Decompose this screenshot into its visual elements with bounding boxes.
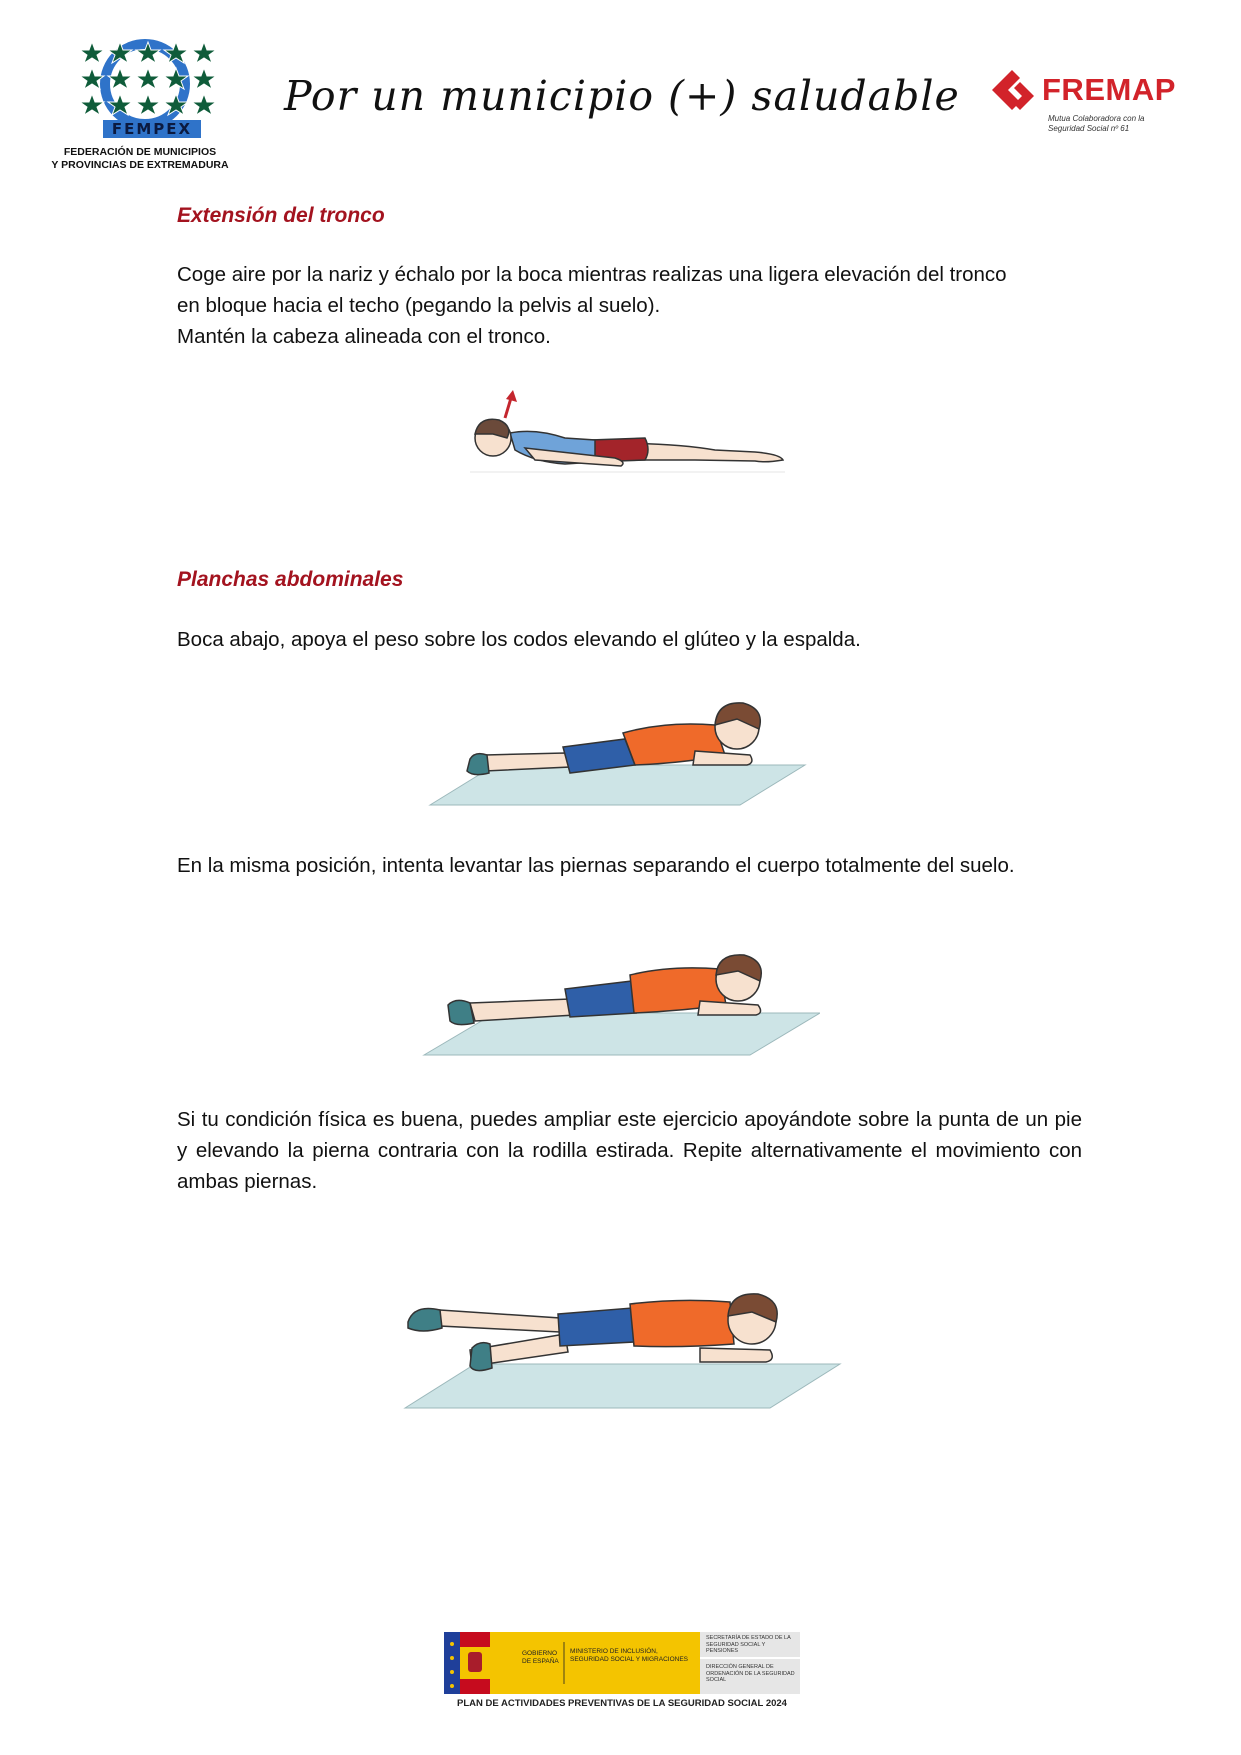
section-title-planchas: Planchas abdominales	[177, 568, 404, 591]
government-logo-bar	[444, 1632, 800, 1694]
paragraph-planchas-1: Boca abajo, apoya el peso sobre los codos elevando el glúteo y la espalda.	[177, 628, 861, 651]
paragraph-planchas-2: En la misma posición, intenta levantar las piernas separando el cuerpo totalmente del suelo.	[177, 854, 1015, 877]
paragraph-planchas-3: Si tu condición física es buena, puedes ampliar este ejercicio apoyándote sobre la punta de un pie y elevando la pierna contraria con la rodilla estirada. Repite alternativamente el movimiento con ambas piernas.	[177, 1108, 1082, 1193]
illustration-plank-full	[420, 945, 820, 1075]
fempex-federation-text	[40, 146, 240, 172]
section-title-extension: Extensión del tronco	[177, 204, 385, 227]
paragraph-line: en bloque hacia el techo (pegando la pelvis al suelo).	[177, 294, 661, 317]
paragraph-line: Mantén la cabeza alineada con el tronco.	[177, 325, 551, 348]
fempex-line2: Y PROVINCIAS DE EXTREMADURA	[51, 159, 229, 171]
gobierno-label: GOBIERNO DE ESPAÑA	[522, 1650, 559, 1665]
secretaria-label: SECRETARÍA DE ESTADO DE LA SEGURIDAD SOCIAL Y PENSIONES	[706, 1635, 791, 1654]
fremap-tagline: Mutua Colaboradora con la Seguridad Social nº 61	[1048, 114, 1145, 133]
fempex-acronym: FEMPEX	[111, 120, 193, 138]
ministerio-label: MINISTERIO DE INCLUSIÓN, SEGURIDAD SOCIAL Y MIGRACIONES	[570, 1648, 688, 1663]
coat-of-arms-icon	[468, 1652, 482, 1672]
paragraph-line: Coge aire por la nariz y échalo por la boca mientras realizas una ligera elevación del tronco	[177, 263, 1007, 286]
sock-icon	[470, 1343, 492, 1371]
sock-icon	[448, 1000, 474, 1024]
header-title: Por un municipio (+) saludable	[284, 72, 960, 120]
fempex-logo	[40, 36, 250, 176]
fempex-line1: FEDERACIÓN DE MUNICIPIOS	[63, 146, 217, 158]
illustration-trunk-extension	[455, 388, 790, 493]
illustration-plank-forearms	[425, 685, 810, 815]
sock-icon	[408, 1309, 442, 1332]
fremap-name: FREMAP	[1042, 72, 1176, 107]
direccion-label: DIRECCIÓN GENERAL DE ORDENACIÓN DE LA SEGURIDAD SOCIAL	[706, 1664, 795, 1683]
paragraph-extension	[177, 259, 1082, 352]
footer-caption: PLAN DE ACTIVIDADES PREVENTIVAS DE LA SEGURIDAD SOCIAL 2024	[457, 1698, 787, 1709]
fremap-logo	[990, 68, 1200, 148]
sock-icon	[467, 754, 489, 775]
fremap-symbol-icon	[990, 68, 1040, 118]
illustration-plank-leg-raise	[400, 1270, 845, 1420]
up-arrow-icon	[506, 390, 517, 402]
